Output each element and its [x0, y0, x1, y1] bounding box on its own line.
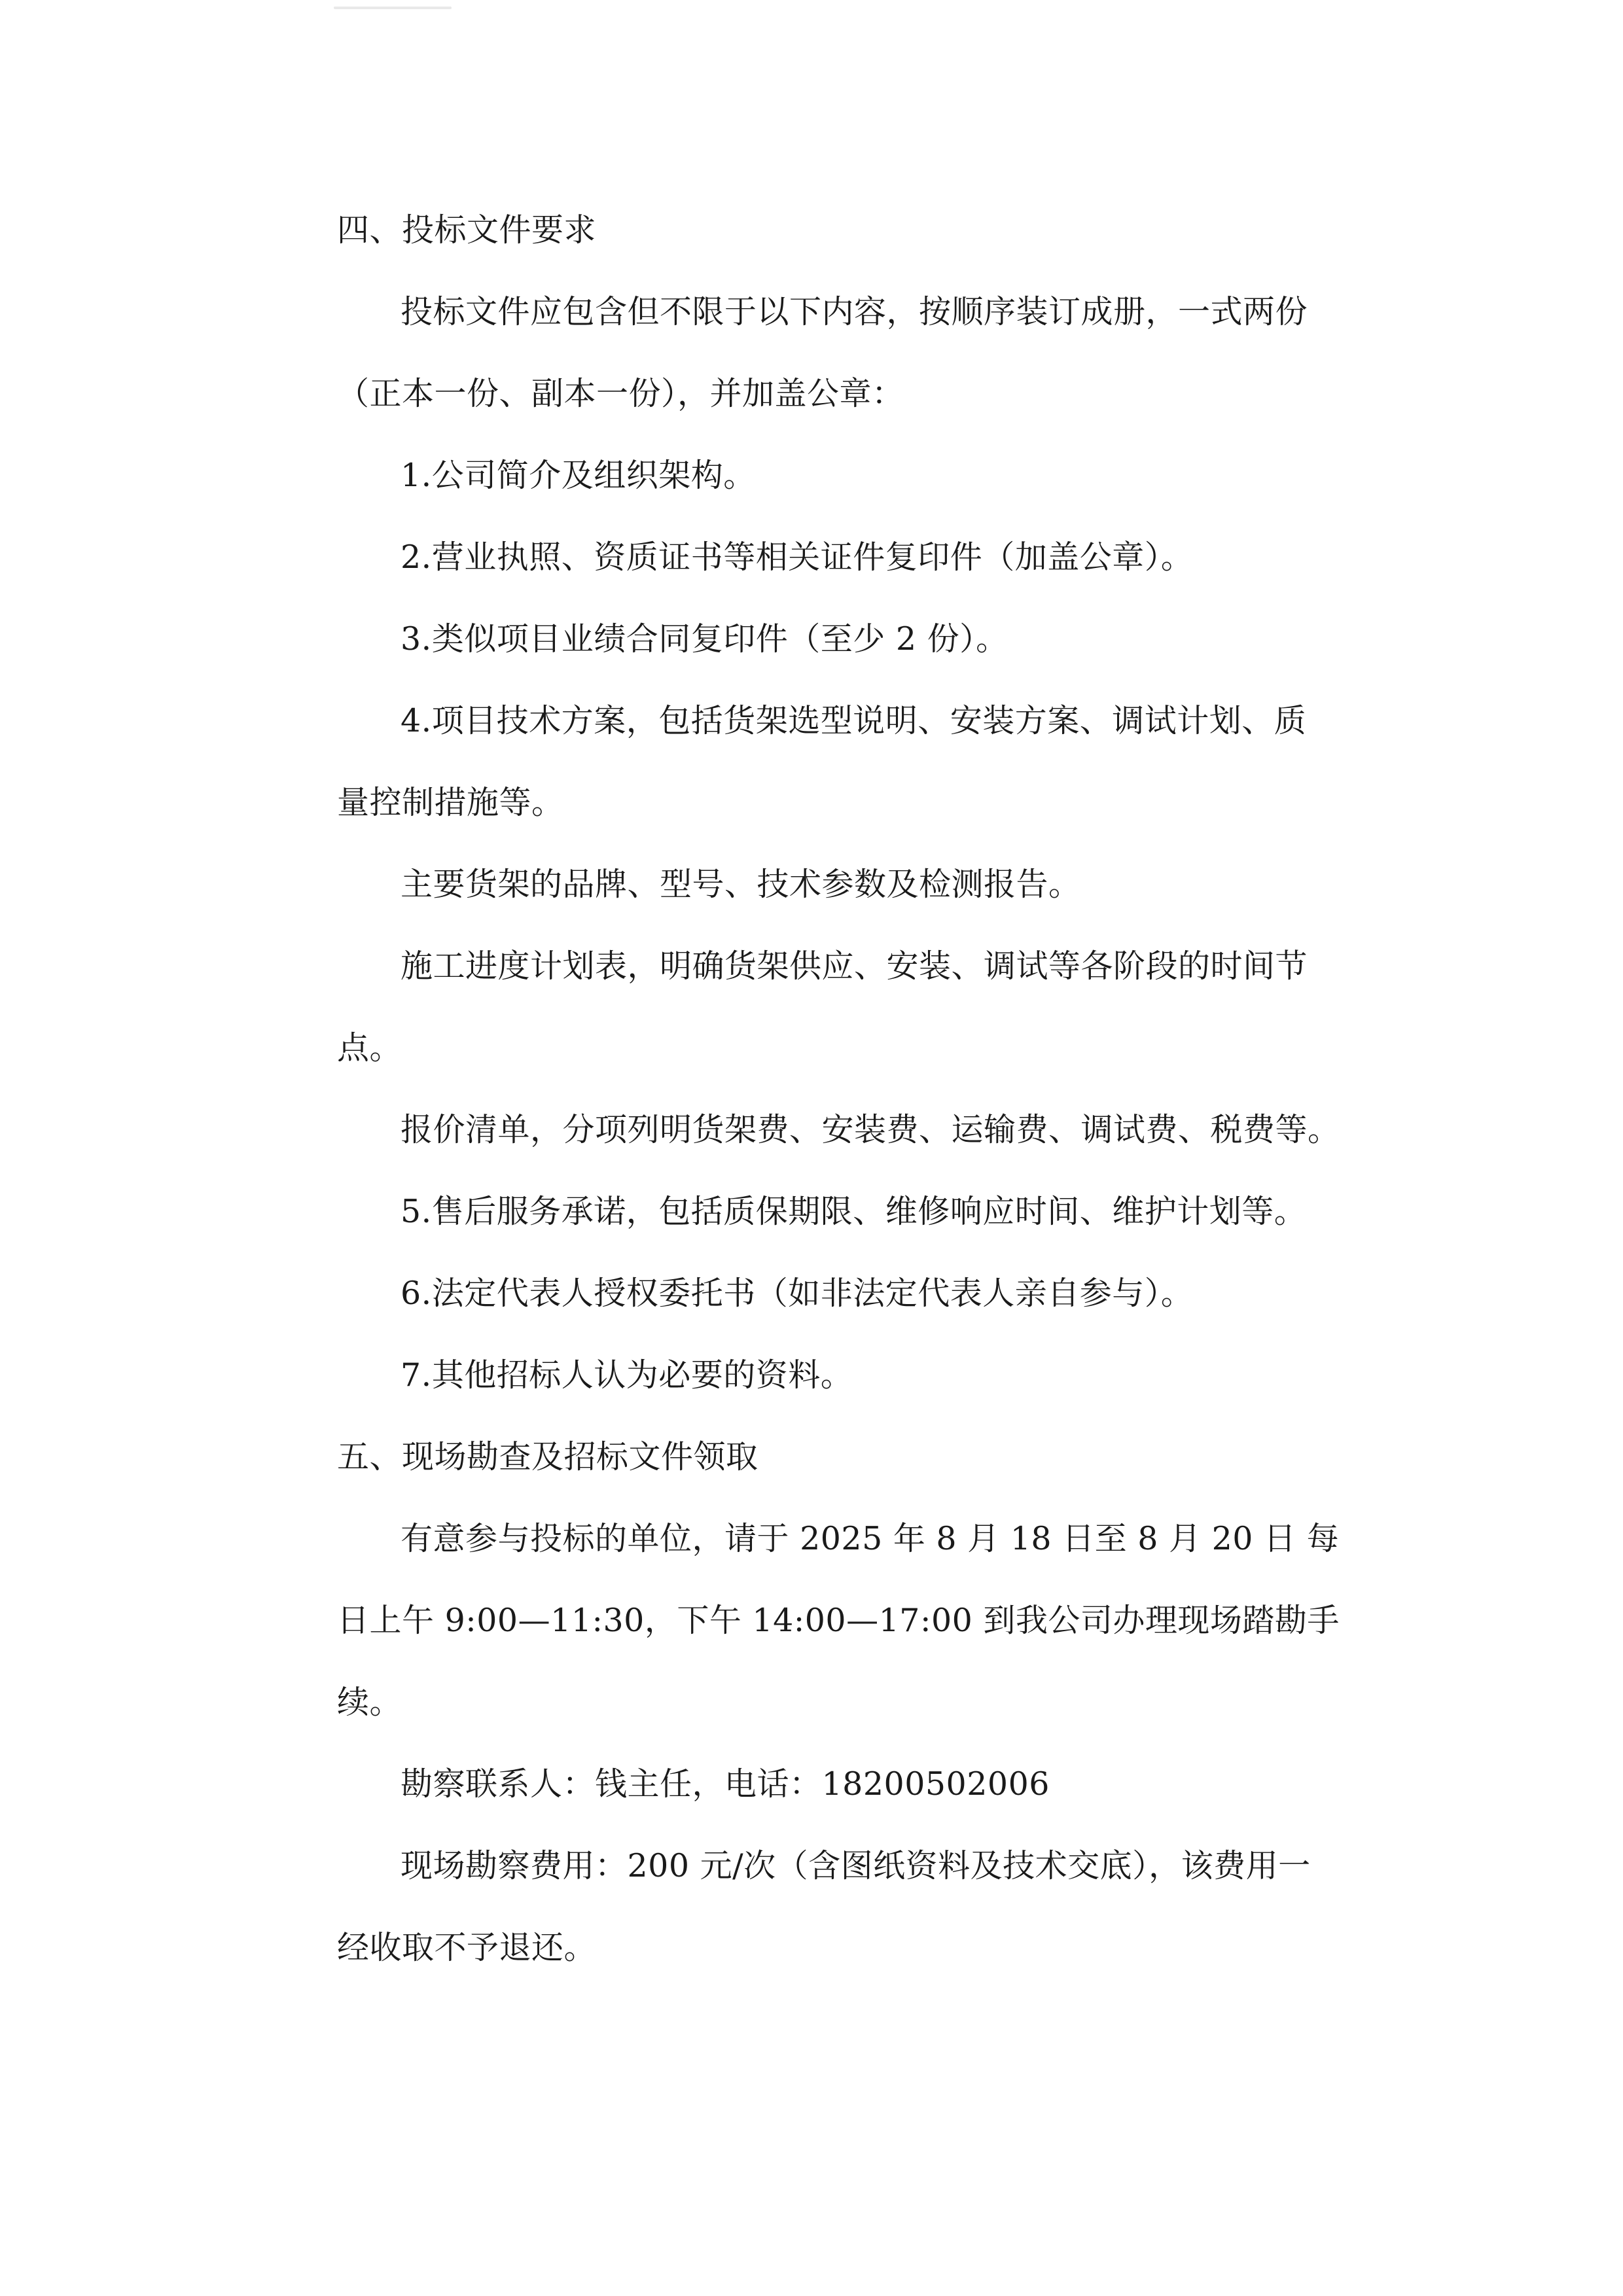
paragraph-line: （正本一份、副本一份），并加盖公章：	[337, 375, 904, 412]
list-item: 7.其他招标人认为必要的资料。	[401, 1356, 853, 1394]
paragraph-line: 报价清单，分项列明货架费、安装费、运输费、调试费、税费等。	[401, 1111, 1340, 1148]
list-item: 4.项目技术方案，包括货架选型说明、安装方案、调试计划、质	[401, 702, 1307, 739]
section-heading-4: 四、投标文件要求	[337, 211, 597, 249]
list-item-continuation: 量控制措施等。	[337, 784, 564, 821]
list-item: 1.公司简介及组织架构。	[401, 457, 756, 494]
fee-continuation: 经收取不予退还。	[337, 1929, 597, 1966]
list-item: 6.法定代表人授权委托书（如非法定代表人亲自参与）。	[401, 1275, 1194, 1312]
section-heading-5: 五、现场勘查及招标文件领取	[337, 1438, 758, 1475]
paragraph-line: 日上午 9:00—11:30，下午 14:00—17:00 到我公司办理现场踏勘手	[337, 1602, 1340, 1639]
scan-artifact	[334, 7, 452, 9]
list-item: 2.营业执照、资质证书等相关证件复印件（加盖公章）。	[401, 539, 1194, 576]
list-item: 3.类似项目业绩合同复印件（至少 2 份）。	[401, 620, 1008, 658]
paragraph-continuation: 续。	[337, 1684, 402, 1721]
paragraph-line: 投标文件应包含但不限于以下内容，按顺序装订成册，一式两份	[401, 293, 1308, 330]
list-item: 5.售后服务承诺，包括质保期限、维修响应时间、维护计划等。	[401, 1193, 1307, 1230]
paragraph-line: 有意参与投标的单位，请于 2025 年 8 月 18 日至 8 月 20 日 每	[401, 1520, 1340, 1557]
contact-line: 勘察联系人：钱主任，电话：18200502006	[401, 1765, 1050, 1803]
paragraph-line: 主要货架的品牌、型号、技术参数及检测报告。	[401, 866, 1081, 903]
paragraph-line: 施工进度计划表，明确货架供应、安装、调试等各阶段的时间节	[401, 947, 1308, 985]
paragraph-continuation: 点。	[337, 1029, 402, 1067]
fee-line: 现场勘察费用：200 元/次（含图纸资料及技术交底），该费用一	[401, 1847, 1311, 1884]
